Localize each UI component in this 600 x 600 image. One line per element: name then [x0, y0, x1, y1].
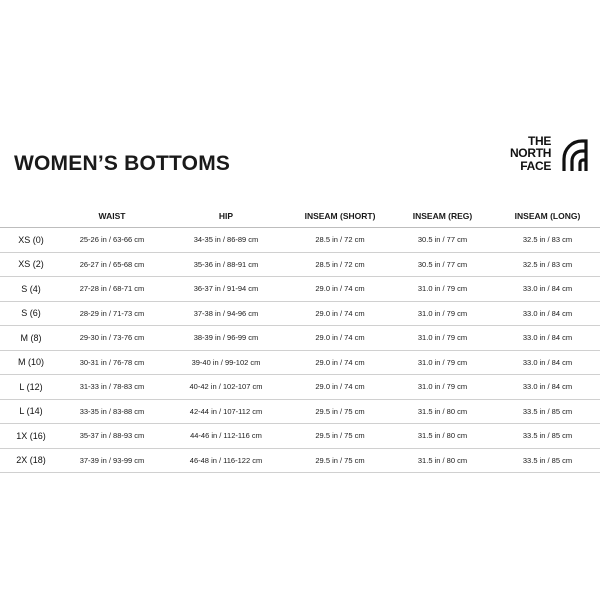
inseam-long-cell: 33.5 in / 85 cm	[495, 399, 600, 424]
inseam-reg-cell: 31.0 in / 79 cm	[390, 375, 495, 400]
inseam-short-cell: 28.5 in / 72 cm	[290, 228, 390, 253]
header-row	[0, 205, 600, 228]
inseam-short-cell: 29.5 in / 75 cm	[290, 424, 390, 449]
inseam-long-cell: 33.5 in / 85 cm	[495, 424, 600, 449]
size-column-header	[0, 205, 62, 228]
hip-cell: 42-44 in / 107-112 cm	[162, 399, 290, 424]
waist-cell: 28-29 in / 71-73 cm	[62, 301, 162, 326]
brand-wordmark	[500, 135, 551, 172]
inseam-long-cell: 33.0 in / 84 cm	[495, 277, 600, 302]
inseam-short-cell: 29.0 in / 74 cm	[290, 350, 390, 375]
inseam-long-cell: 33.0 in / 84 cm	[495, 375, 600, 400]
hip-cell: 37-38 in / 94-96 cm	[162, 301, 290, 326]
inseam-long-column-header: INSEAM (LONG)	[495, 205, 600, 228]
waist-cell: 30-31 in / 76-78 cm	[62, 350, 162, 375]
inseam-reg-cell: 31.0 in / 79 cm	[390, 350, 495, 375]
hip-cell: 35-36 in / 88-91 cm	[162, 252, 290, 277]
size-chart-body	[0, 228, 600, 473]
size-chart-header	[0, 205, 600, 228]
inseam-short-cell: 29.0 in / 74 cm	[290, 277, 390, 302]
inseam-long-cell: 32.5 in / 83 cm	[495, 252, 600, 277]
inseam-reg-cell: 30.5 in / 77 cm	[390, 252, 495, 277]
size-cell: 2X (18)	[0, 448, 62, 473]
brand-line-2: NORTH	[509, 146, 552, 161]
waist-cell: 25-26 in / 63-66 cm	[62, 228, 162, 253]
table-row	[0, 228, 600, 253]
brand-line-3: FACE	[520, 158, 552, 173]
inseam-reg-cell: 31.0 in / 79 cm	[390, 301, 495, 326]
inseam-short-cell: 29.5 in / 75 cm	[290, 448, 390, 473]
size-cell: S (4)	[0, 277, 62, 302]
inseam-reg-cell: 31.5 in / 80 cm	[390, 448, 495, 473]
table-row	[0, 326, 600, 351]
page-title: WOMEN’S BOTTOMS	[14, 152, 231, 175]
hip-cell: 38-39 in / 96-99 cm	[162, 326, 290, 351]
inseam-short-cell: 29.0 in / 74 cm	[290, 326, 390, 351]
size-cell: 1X (16)	[0, 424, 62, 449]
inseam-reg-column-header: INSEAM (REG)	[390, 205, 495, 228]
size-cell: XS (2)	[0, 252, 62, 277]
inseam-reg-cell: 31.5 in / 80 cm	[390, 399, 495, 424]
table-row	[0, 424, 600, 449]
waist-cell: 29-30 in / 73-76 cm	[62, 326, 162, 351]
waist-column-header: WAIST	[62, 205, 162, 228]
table-row	[0, 277, 600, 302]
table-row	[0, 301, 600, 326]
inseam-short-cell: 29.5 in / 75 cm	[290, 399, 390, 424]
brand-logo	[500, 135, 590, 175]
size-cell: XS (0)	[0, 228, 62, 253]
inseam-long-cell: 33.0 in / 84 cm	[495, 350, 600, 375]
inseam-reg-cell: 31.0 in / 79 cm	[390, 277, 495, 302]
inseam-long-cell: 33.0 in / 84 cm	[495, 301, 600, 326]
table-row	[0, 399, 600, 424]
inseam-long-cell: 33.5 in / 85 cm	[495, 448, 600, 473]
table-row	[0, 375, 600, 400]
waist-cell: 35-37 in / 88-93 cm	[62, 424, 162, 449]
inseam-reg-cell: 31.0 in / 79 cm	[390, 326, 495, 351]
table-row	[0, 448, 600, 473]
hip-cell: 40-42 in / 102-107 cm	[162, 375, 290, 400]
waist-cell: 31-33 in / 78-83 cm	[62, 375, 162, 400]
inseam-short-cell: 28.5 in / 72 cm	[290, 252, 390, 277]
table-row	[0, 252, 600, 277]
size-cell: L (14)	[0, 399, 62, 424]
size-cell: M (8)	[0, 326, 62, 351]
hip-cell: 36-37 in / 91-94 cm	[162, 277, 290, 302]
half-dome-logo-icon	[558, 135, 588, 173]
hip-cell: 44-46 in / 112-116 cm	[162, 424, 290, 449]
hip-column-header: HIP	[162, 205, 290, 228]
inseam-long-cell: 33.0 in / 84 cm	[495, 326, 600, 351]
inseam-short-column-header: INSEAM (SHORT)	[290, 205, 390, 228]
inseam-short-cell: 29.0 in / 74 cm	[290, 301, 390, 326]
inseam-reg-cell: 30.5 in / 77 cm	[390, 228, 495, 253]
inseam-reg-cell: 31.5 in / 80 cm	[390, 424, 495, 449]
waist-cell: 27-28 in / 68-71 cm	[62, 277, 162, 302]
brand-line-1: THE	[528, 134, 552, 148]
size-cell: S (6)	[0, 301, 62, 326]
waist-cell: 26-27 in / 65-68 cm	[62, 252, 162, 277]
size-cell: L (12)	[0, 375, 62, 400]
inseam-short-cell: 29.0 in / 74 cm	[290, 375, 390, 400]
hip-cell: 34-35 in / 86-89 cm	[162, 228, 290, 253]
hip-cell: 46-48 in / 116-122 cm	[162, 448, 290, 473]
inseam-long-cell: 32.5 in / 83 cm	[495, 228, 600, 253]
waist-cell: 33-35 in / 83-88 cm	[62, 399, 162, 424]
table-row	[0, 350, 600, 375]
size-cell: M (10)	[0, 350, 62, 375]
hip-cell: 39-40 in / 99-102 cm	[162, 350, 290, 375]
size-chart-table	[0, 205, 600, 473]
waist-cell: 37-39 in / 93-99 cm	[62, 448, 162, 473]
